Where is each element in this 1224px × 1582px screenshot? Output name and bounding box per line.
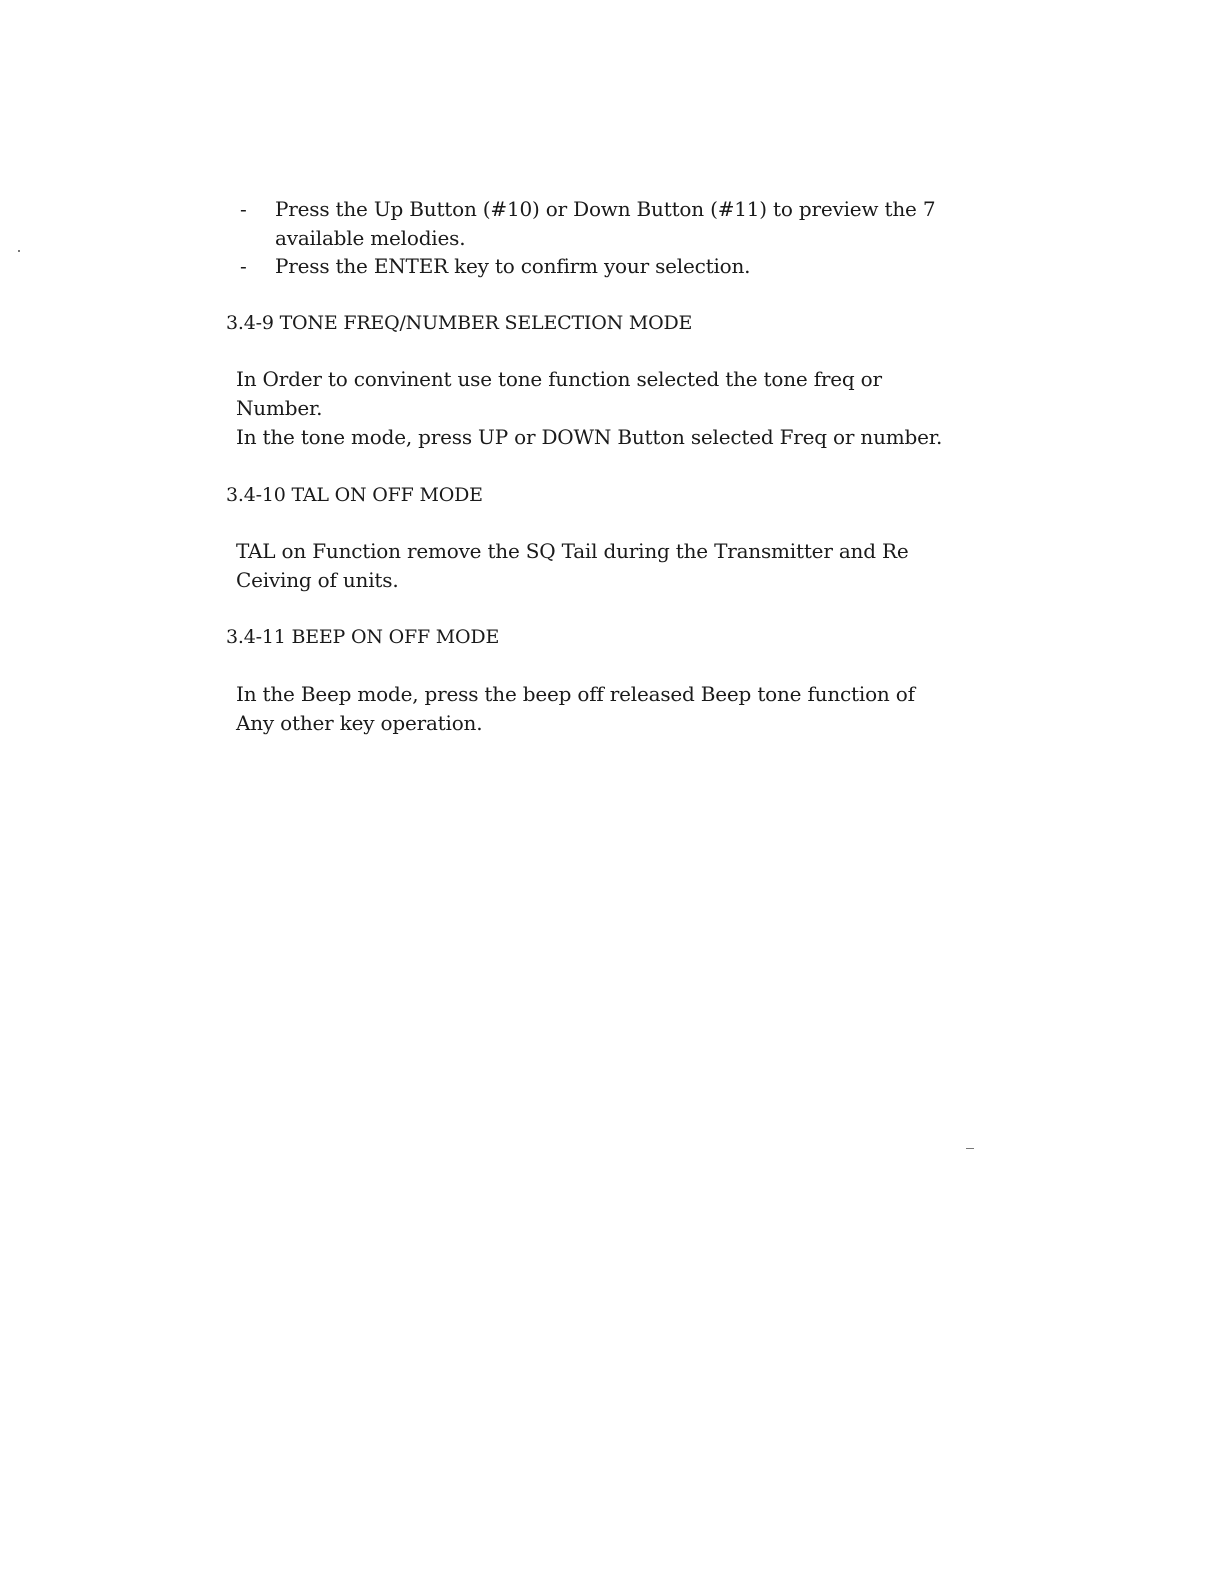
paragraph-line: In the tone mode, press UP or DOWN Button selected Freq or number. <box>236 425 943 449</box>
section-heading: 3.4-9 TONE FREQ/NUMBER SELECTION MODE <box>226 312 693 334</box>
scan-speck <box>18 250 20 252</box>
bullet-text-line: Press the ENTER key to confirm your selection. <box>275 254 751 278</box>
paragraph-line: Number. <box>236 396 323 420</box>
bullet-text-line: Press the Up Button (#10) or Down Button (#11) to preview the 7 <box>275 197 936 221</box>
paragraph-line: Any other key operation. <box>236 711 483 735</box>
scan-speck <box>966 1148 974 1149</box>
bullet-dash: - <box>240 254 247 278</box>
bullet-dash: - <box>240 197 247 221</box>
paragraph-line: Ceiving of units. <box>236 568 399 592</box>
paragraph-line: In Order to convinent use tone function selected the tone freq or <box>236 367 882 391</box>
section-heading: 3.4-10 TAL ON OFF MODE <box>226 484 483 506</box>
section-heading: 3.4-11 BEEP ON OFF MODE <box>226 626 500 648</box>
paragraph-line: In the Beep mode, press the beep off released Beep tone function of <box>236 682 915 706</box>
paragraph-line: TAL on Function remove the SQ Tail during the Transmitter and Re <box>236 539 909 563</box>
bullet-text-line: available melodies. <box>275 226 466 250</box>
